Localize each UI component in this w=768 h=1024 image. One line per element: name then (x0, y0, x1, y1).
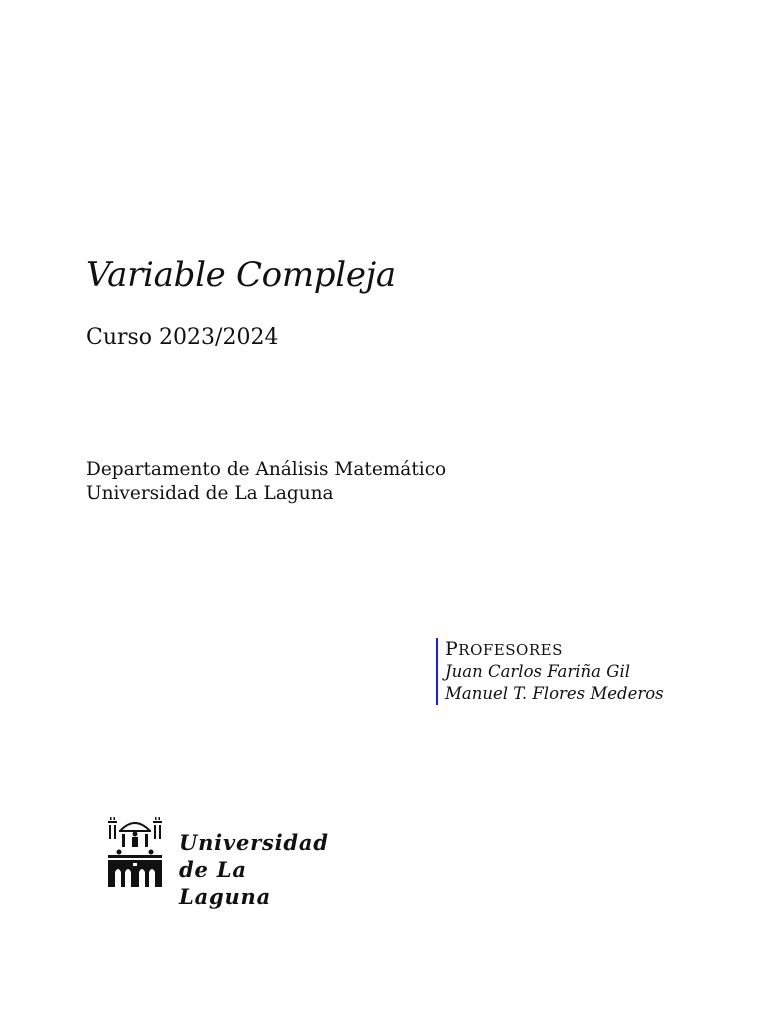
professors-heading-rest: ROFESORES (458, 641, 563, 659)
university-building-icon (106, 817, 166, 889)
logo-wordmark (179, 829, 346, 910)
course-year: Curso 2023/2024 (86, 325, 279, 350)
university-name: Universidad de La Laguna (86, 483, 334, 504)
professors-block (436, 638, 664, 705)
professors-heading (445, 638, 664, 661)
professor-name-2: Manuel T. Flores Mederos (445, 684, 664, 703)
logo-line-1: Universidad (179, 830, 329, 855)
university-logo (106, 817, 346, 909)
professors-heading-initial: P (445, 638, 459, 660)
professor-name-1: Juan Carlos Fariña Gil (445, 662, 630, 681)
logo-line-2: de La Laguna (179, 857, 271, 909)
department-name: Departamento de Análisis Matemático (86, 459, 447, 480)
department-block (86, 458, 446, 506)
page-title: Variable Compleja (86, 255, 396, 295)
